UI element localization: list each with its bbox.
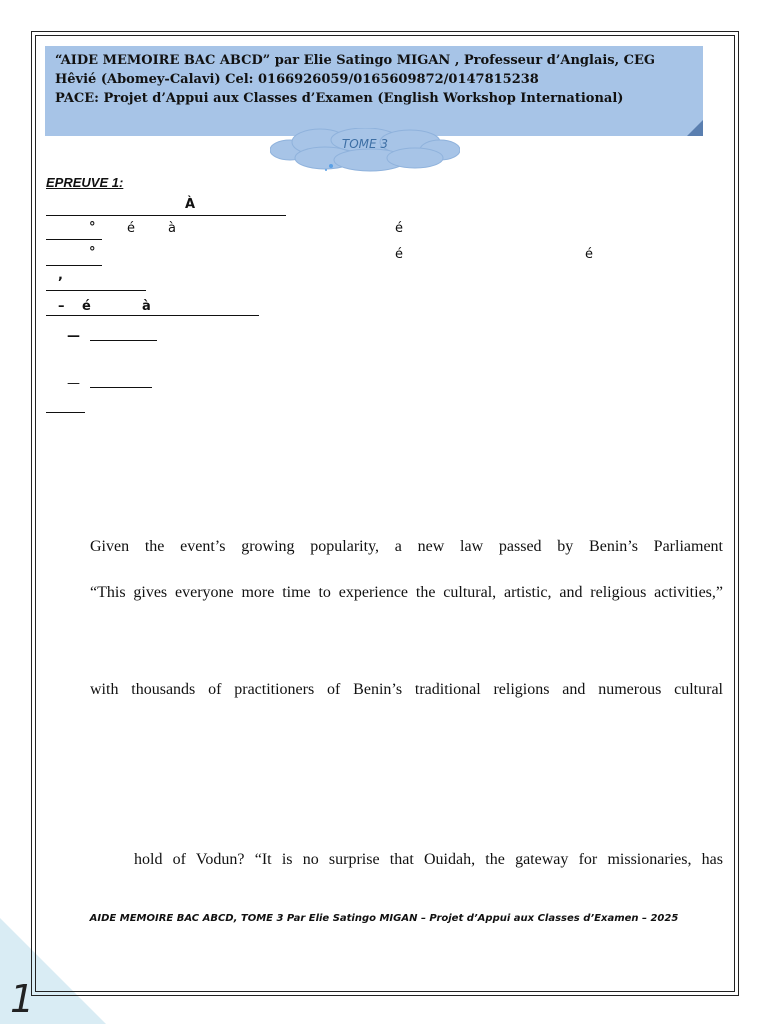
body-line-2: “This gives everyone more time to experience the cultural, artistic, and religious activities,” <box>90 584 723 601</box>
fragment: à <box>168 221 176 236</box>
header-line-1: “AIDE MEMOIRE BAC ABCD” par Elie Satingo MIGAN , Professeur d’Anglais, CEG <box>55 53 656 68</box>
heading-fragment: À <box>185 197 196 212</box>
header-line-2: Hêvié (Abomey-Calavi) Cel: 0166926059/0165609872/0147815238 <box>55 72 539 87</box>
underline-3 <box>46 265 102 266</box>
cloud-bubble-large <box>329 164 333 168</box>
fragment: é <box>127 221 135 236</box>
fragment: ° <box>89 220 96 235</box>
header-line-3: PACE: Projet d’Appui aux Classes d’Examen (English Workshop International) <box>55 91 624 106</box>
fragment: é <box>395 247 403 262</box>
underline-4 <box>46 290 146 291</box>
underline-1 <box>46 215 286 216</box>
underline-7 <box>90 387 152 388</box>
page-number: 1 <box>10 977 35 1021</box>
body-line-3: with thousands of practitioners of Benin’s traditional religions and numerous cultural <box>90 681 723 698</box>
fragment: , <box>58 268 63 283</box>
page-footer: AIDE MEMOIRE BAC ABCD, TOME 3 Par Elie Satingo MIGAN – Projet d’Appui aux Classes d’Examen – 2025 <box>89 913 679 924</box>
fragment: à <box>142 299 151 314</box>
underline-6 <box>90 340 157 341</box>
fragment: é <box>82 299 91 314</box>
fragment: é <box>395 221 403 236</box>
body-line-1: Given the event’s growing popularity, a new law passed by Benin’s Parliament <box>90 538 723 555</box>
underline-2 <box>46 239 102 240</box>
fragment: – <box>58 299 65 314</box>
fragment: — <box>67 329 80 344</box>
tome-label: TOME 3 <box>341 137 389 151</box>
fragment: ° <box>89 245 96 260</box>
header-banner <box>45 46 703 136</box>
underline-5 <box>46 315 259 316</box>
banner-fold <box>687 120 703 136</box>
fragment: é <box>585 247 593 262</box>
epreuve-title: EPREUVE 1: <box>46 175 124 190</box>
underline-8 <box>46 412 85 413</box>
cloud-bubble-small <box>325 169 327 171</box>
body-line-4: hold of Vodun? “It is no surprise that Ouidah, the gateway for missionaries, has <box>134 851 723 868</box>
fragment: — <box>67 376 80 391</box>
page-frame-inner <box>35 35 735 992</box>
